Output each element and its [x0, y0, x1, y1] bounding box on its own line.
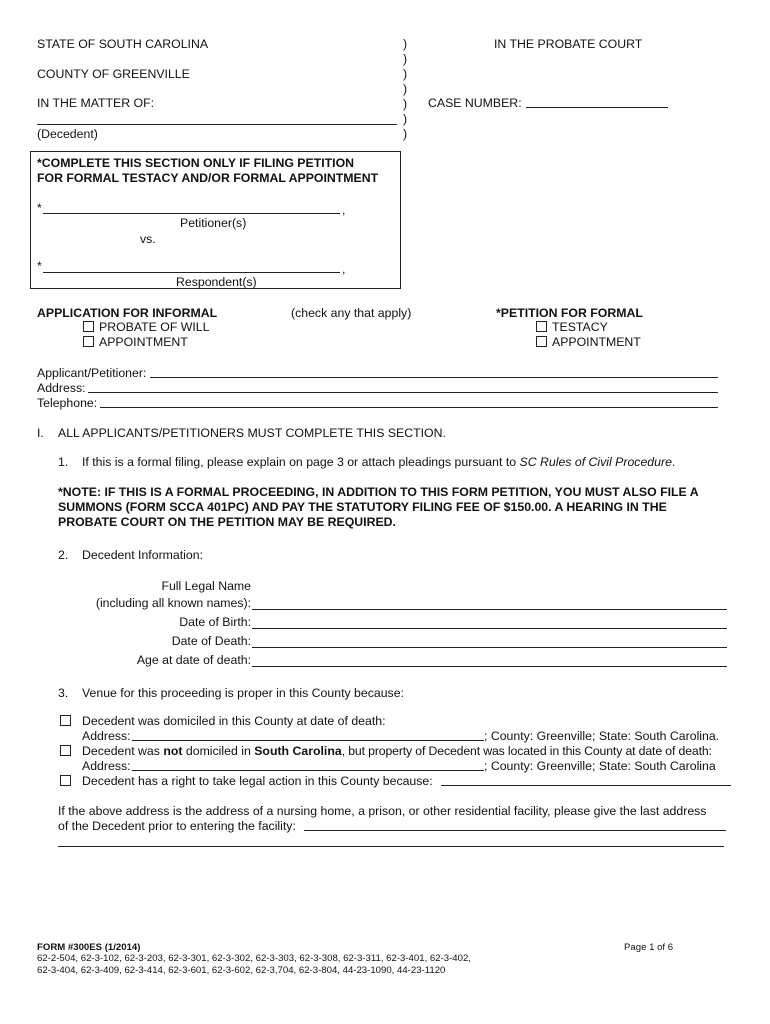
venue-legal-action-label: Decedent has a right to take legal action in this County because: — [82, 774, 433, 788]
petitioner-comma: , — [342, 203, 346, 217]
venue1-address-label: Address: — [82, 729, 131, 743]
known-names-label: (including all known names): — [95, 596, 251, 610]
statutes-line-1: 62-2-504, 62-3-102, 62-3-203, 62-3-301, 62-3-302, 62-3-303, 62-3-308, 62-3-311, 62-3-401, 62-3-402, — [37, 953, 471, 964]
informal-title: APPLICATION FOR INFORMAL — [37, 306, 218, 320]
county-label: COUNTY OF GREENVILLE — [37, 67, 190, 81]
venue-legal-action-field[interactable] — [441, 785, 731, 786]
applicant-address-field[interactable] — [88, 392, 718, 393]
caption-paren: ) — [403, 67, 408, 81]
venue-domiciled-label: Decedent was domiciled in this County at date of death: — [82, 714, 386, 728]
testacy-label: TESTACY — [552, 320, 608, 334]
statutes-line-2: 62-3-404, 62-3-409, 62-3-414, 62-3-601, 62-3-602, 62-3,704, 62-3-804, 44-23-1090, 44-23-1120 — [37, 965, 446, 976]
dod-label: Date of Death: — [171, 634, 251, 648]
formal-title: *PETITION FOR FORMAL — [496, 306, 643, 320]
venue2-address-label: Address: — [82, 759, 131, 773]
dod-field[interactable] — [252, 647, 727, 648]
decedent-name-line[interactable] — [37, 124, 397, 125]
item1-italic: SC Rules of Civil Procedure — [519, 455, 672, 469]
caption-paren: ) — [403, 82, 408, 96]
case-number-label: CASE NUMBER: — [428, 96, 522, 110]
respondent-field[interactable] — [43, 272, 340, 273]
caption-paren: ) — [403, 97, 408, 111]
matter-label: IN THE MATTER OF: — [37, 96, 155, 110]
section-title: ALL APPLICANTS/PETITIONERS MUST COMPLETE THIS SECTION. — [58, 426, 446, 440]
dob-label: Date of Birth: — [179, 615, 251, 629]
full-legal-name-field[interactable] — [252, 609, 727, 610]
page-number: Page 1 of 6 — [624, 942, 674, 953]
venue2-county-state: ; County: Greenville; State: South Carolina — [484, 759, 716, 773]
caption-paren: ) — [403, 37, 408, 51]
applicant-field[interactable] — [150, 377, 718, 378]
respondent-asterisk: * — [37, 259, 42, 273]
item1-text: If this is a formal filing, please explain on page 3 or attach pleadings pursuant to SC Rules of Civil Procedure. — [82, 455, 676, 469]
respondent-label: Respondent(s) — [176, 275, 257, 289]
formal-appointment-label: APPOINTMENT — [552, 335, 641, 349]
decedent-label: (Decedent) — [37, 127, 98, 141]
age-field[interactable] — [252, 666, 727, 667]
respondent-comma: , — [342, 262, 346, 276]
facility-address-field-2[interactable] — [58, 846, 724, 847]
venue1-address-field[interactable] — [132, 740, 484, 741]
age-label: Age at date of death: — [136, 653, 251, 667]
check-note: (check any that apply) — [291, 306, 412, 320]
court-label: IN THE PROBATE COURT — [494, 37, 643, 51]
form-number: FORM #300ES (1/2014) — [37, 942, 141, 953]
informal-appointment-checkbox[interactable] — [83, 336, 94, 347]
item3-number: 3. — [58, 686, 69, 700]
facility-address-field[interactable] — [304, 830, 726, 831]
informal-appointment-label: APPOINTMENT — [99, 335, 188, 349]
item3-text: Venue for this proceeding is proper in this County because: — [82, 686, 404, 700]
petitioner-label: Petitioner(s) — [180, 216, 247, 230]
case-number-field[interactable] — [526, 107, 668, 108]
facility-text-1: If the above address is the address of a nursing home, a prison, or other residential facility, please give the last address — [58, 804, 707, 818]
item1-number: 1. — [58, 455, 69, 469]
applicant-label: Applicant/Petitioner: — [37, 366, 147, 380]
facility-text-2: of the Decedent prior to entering the facility: — [58, 819, 296, 833]
probate-of-will-checkbox[interactable] — [83, 321, 94, 332]
formal-box-heading-2: FOR FORMAL TESTACY AND/OR FORMAL APPOINTMENT — [37, 171, 379, 185]
probate-of-will-label: PROBATE OF WILL — [99, 320, 210, 334]
note-line-2: SUMMONS (FORM SCCA 401PC) AND PAY THE STATUTORY FILING FEE OF $150.00. A HEARING IN THE — [58, 500, 667, 514]
section-numeral: I. — [37, 426, 44, 440]
testacy-checkbox[interactable] — [536, 321, 547, 332]
note-line-3: PROBATE COURT ON THE PETITION MAY BE REQUIRED. — [58, 515, 396, 529]
venue1-county-state: ; County: Greenville; State: South Carolina. — [484, 729, 720, 743]
full-legal-name-label: Full Legal Name — [161, 579, 251, 593]
item2-number: 2. — [58, 548, 69, 562]
formal-box-heading-1: *COMPLETE THIS SECTION ONLY IF FILING PETITION — [37, 156, 355, 170]
caption-paren: ) — [403, 52, 408, 66]
petitioner-asterisk: * — [37, 201, 42, 215]
caption-paren: ) — [403, 112, 408, 126]
venue-domiciled-checkbox[interactable] — [60, 715, 71, 726]
dob-field[interactable] — [252, 628, 727, 629]
caption-paren: ) — [403, 127, 408, 141]
venue-not-domiciled-label: Decedent was not domiciled in South Carolina, but property of Decedent was located in this County at date of death: — [82, 744, 712, 758]
petitioner-field[interactable] — [43, 213, 340, 214]
applicant-telephone-field[interactable] — [100, 407, 718, 408]
venue2-address-field[interactable] — [132, 770, 484, 771]
state-label: STATE OF SOUTH CAROLINA — [37, 37, 209, 51]
note-line-1: *NOTE: IF THIS IS A FORMAL PROCEEDING, IN ADDITION TO THIS FORM PETITION, YOU MUST ALSO FILE A — [58, 485, 699, 499]
applicant-telephone-label: Telephone: — [37, 396, 98, 410]
venue-not-domiciled-checkbox[interactable] — [60, 745, 71, 756]
vs-label: vs. — [140, 232, 156, 246]
formal-appointment-checkbox[interactable] — [536, 336, 547, 347]
applicant-address-label: Address: — [37, 381, 86, 395]
item2-text: Decedent Information: — [82, 548, 203, 562]
venue-legal-action-checkbox[interactable] — [60, 775, 71, 786]
